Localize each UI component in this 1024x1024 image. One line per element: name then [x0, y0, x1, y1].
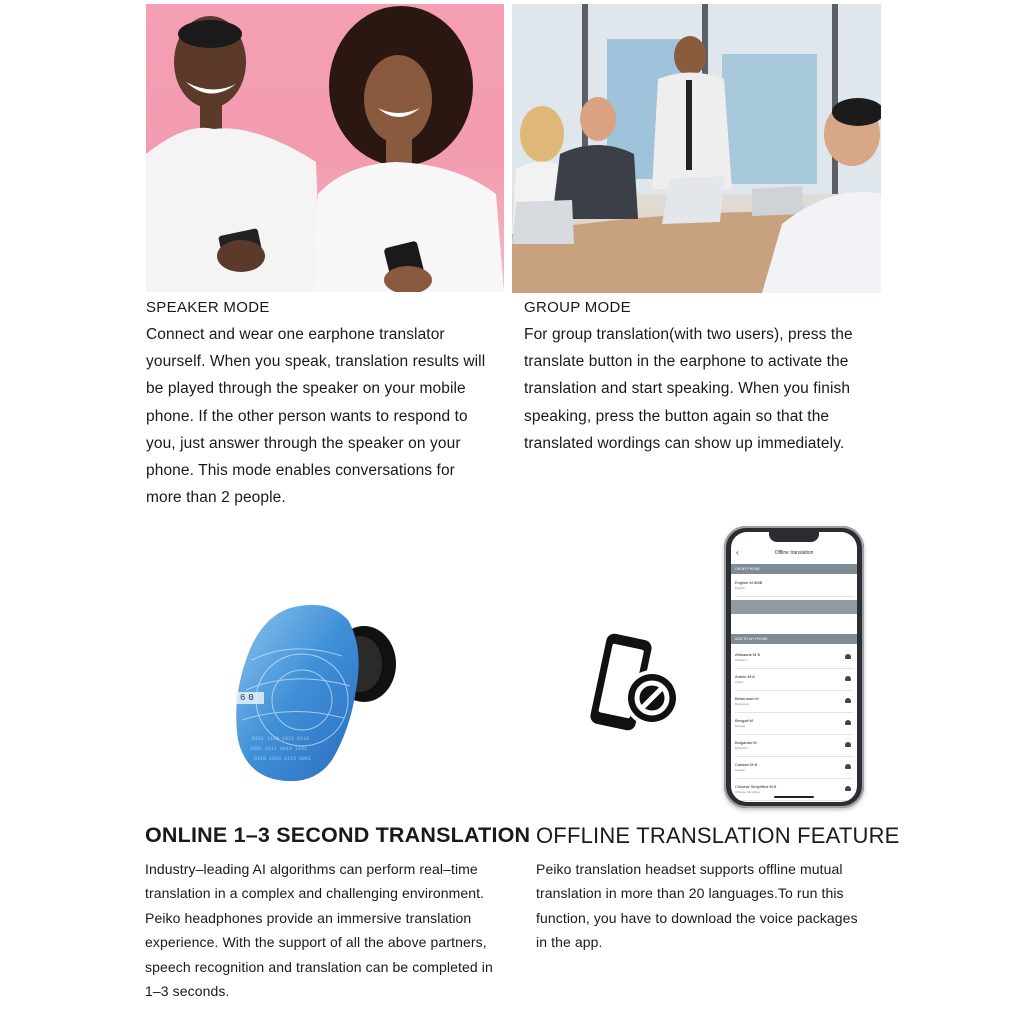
offline-phone-icon: [584, 632, 684, 732]
text-line: Peiko headphones provide an immersive translation: [145, 909, 472, 926]
list-item[interactable]: Catalan·M·8 Catalan: [735, 758, 853, 779]
phone-mockup: [724, 526, 864, 808]
list-item[interactable]: Afrikaans·M·8 Afrikaans: [735, 648, 853, 669]
download-cloud-icon[interactable]: [845, 698, 851, 703]
list-item: English·M·8MB English: [735, 576, 853, 597]
text-line: For group translation(with two users), press the: [524, 326, 853, 343]
text-line: yourself. When you speak, translation results will: [146, 353, 486, 371]
text-line: experience. With the support of all the above partners,: [145, 934, 487, 951]
online-translation-title: ONLINE 1–3 SECOND TRANSLATION: [145, 823, 531, 847]
download-cloud-icon[interactable]: [845, 742, 851, 747]
download-cloud-icon[interactable]: [845, 676, 851, 681]
phone-screen: [731, 532, 857, 802]
offline-translation-description: [536, 857, 906, 955]
text-line: translation in a complex and challenging environment.: [145, 885, 485, 902]
text-line: Peiko translation headset supports offline mutual: [536, 861, 843, 877]
svg-text:1001 0111 0010 1101: 1001 0111 0010 1101: [250, 746, 308, 752]
back-chevron-icon[interactable]: ‹: [736, 548, 739, 557]
online-translation-description: [145, 857, 530, 1003]
text-line: Industry–leading AI algorithms can perform real–time: [145, 861, 478, 877]
speaker-mode-description: [146, 321, 516, 511]
home-indicator: [774, 796, 814, 798]
speaker-mode-title: SPEAKER MODE: [146, 299, 270, 316]
photo-office-meeting: [512, 4, 881, 293]
text-line: translation and start speaking. When you finish: [524, 380, 851, 398]
text-line: be played through the speaker on your mobile: [146, 380, 466, 398]
text-line: you, just answer through the speaker on your: [146, 434, 461, 452]
text-line: more than 2 people.: [146, 489, 286, 507]
download-cloud-icon[interactable]: [845, 786, 851, 791]
text-line: speech recognition and translation can be completed in: [145, 958, 493, 975]
group-mode-description: [524, 321, 894, 457]
text-line: translation in more than 20 languages.To run this: [536, 885, 844, 902]
phone-notch: [769, 532, 819, 542]
text-line: Connect and wear one earphone translator: [146, 326, 445, 343]
meeting-illustration: [512, 4, 881, 293]
text-line: function, you have to download the voice packages: [536, 909, 858, 926]
svg-text:0101 1100 1011 0110: 0101 1100 1011 0110: [252, 736, 310, 742]
list-item[interactable]: Chinese Simplified·M·8 Chinese Simplified: [735, 780, 853, 801]
section-add-to-phone: ADD TO MY PHONE: [731, 634, 857, 644]
friends-illustration: [146, 4, 504, 292]
download-cloud-icon[interactable]: [845, 654, 851, 659]
download-cloud-icon[interactable]: [845, 720, 851, 725]
list-item[interactable]: Bulgarian·M Bulgarian: [735, 736, 853, 757]
earbud-product: [232, 600, 402, 790]
text-line: speaking, press the button again so that the: [524, 407, 830, 425]
download-cloud-icon[interactable]: [845, 764, 851, 769]
svg-text:0110 1010 1110 0001: 0110 1010 1110 0001: [254, 756, 312, 762]
text-line: translate button in the earphone to activate the: [524, 353, 849, 371]
offline-translation-title: OFFLINE TRANSLATION FEATURE: [536, 823, 900, 848]
earbud-display-text: 60: [240, 693, 257, 703]
screen-title: Offline translation: [774, 550, 814, 556]
earbud-illustration: [232, 600, 402, 790]
text-line: 1–3 seconds.: [145, 983, 230, 1000]
text-line: translated wordings can show up immediately.: [524, 434, 845, 452]
info-banner: [731, 600, 857, 614]
section-on-my-phone: ON MY PHONE: [731, 564, 857, 574]
text-line: phone. If the other person wants to respond to: [146, 407, 468, 425]
text-line: phone. This mode enables conversations for: [146, 462, 455, 480]
list-item[interactable]: Belarusian·M Belarusian: [735, 692, 853, 713]
group-mode-title: GROUP MODE: [524, 299, 631, 316]
text-line: in the app.: [536, 934, 603, 951]
photo-friends-laughing: [146, 4, 504, 292]
list-item[interactable]: Bengali·M Bengali: [735, 714, 853, 735]
list-item[interactable]: Arabic·M·8 Arabic: [735, 670, 853, 691]
